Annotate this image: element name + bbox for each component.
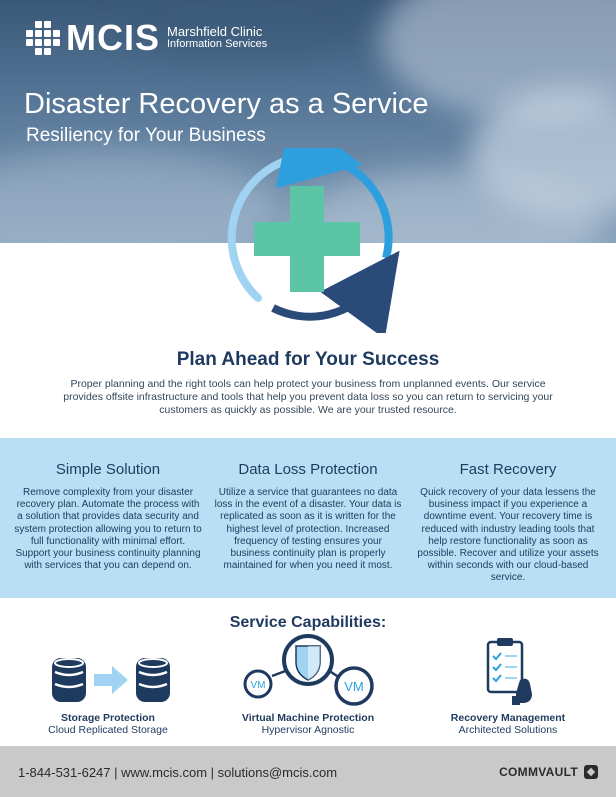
vm-label-small: VM bbox=[250, 680, 266, 691]
arrow-right-icon bbox=[94, 666, 128, 694]
intro-body: Proper planning and the right tools can help protect your business from unplanned events. Our service provides offsite infrastructure and tools that help you prevent data loss so you can return to servicing your customers as quickly as possible. We are your trusted resource. bbox=[63, 378, 553, 416]
feature-data-loss-protection bbox=[213, 461, 403, 572]
arrow-arc-dark bbox=[273, 283, 376, 317]
logo-sub-line2: Information Services bbox=[167, 38, 268, 50]
database-icon bbox=[136, 658, 170, 702]
database-icon bbox=[52, 658, 86, 702]
recovery-cross-icon bbox=[208, 148, 408, 333]
feature-fast-recovery bbox=[413, 461, 603, 585]
capability-title: Virtual Machine Protection bbox=[241, 712, 375, 724]
storage-replication-icon bbox=[50, 654, 174, 706]
logo-sub-line1: Marshfield Clinic bbox=[167, 24, 263, 39]
commvault-mark-icon bbox=[584, 765, 598, 779]
capability-title: Recovery Management bbox=[450, 712, 566, 724]
capability-vm-protection bbox=[213, 712, 403, 736]
clipboard-checklist-icon bbox=[484, 636, 538, 706]
mcis-logo[interactable] bbox=[26, 17, 268, 58]
feature-body: Quick recovery of your data lessens the business impact if you experience a downtime event. Your recovery time is reduced with industry leading tools that help restore functionality as soon as possible. Recover and utilize your assets within seconds with our cloud-based service. bbox=[417, 487, 599, 584]
footer bbox=[0, 746, 616, 797]
capability-subtitle: Cloud Replicated Storage bbox=[48, 724, 168, 736]
feature-title: Simple Solution bbox=[55, 461, 161, 478]
feature-body: Remove complexity from your disaster recovery plan. Automate the process with a solution that provides data security and system protection allowing you to return to full functionality with minimal effort. Support your business continuity planning with services that you can depend on. bbox=[14, 487, 202, 572]
feature-simple-solution bbox=[13, 461, 203, 572]
medical-cross bbox=[254, 186, 360, 292]
vm-shield-icon bbox=[240, 632, 376, 708]
capability-storage-protection bbox=[13, 712, 203, 736]
contact-info[interactable]: 1-844-531-6247 | www.mcis.com | solutions@mcis.com bbox=[18, 765, 338, 780]
capability-recovery-management bbox=[413, 712, 603, 736]
logo-wordmark: MCIS bbox=[66, 17, 160, 58]
feature-body: Utilize a service that guarantees no data loss in the event of a disaster. Your data is replicated as soon as it is written for the highest level of protection. Increased frequency of testing ensures your business continuity plan is properly maintained for when you need it most. bbox=[214, 487, 402, 572]
capabilities-heading: Service Capabilities: bbox=[229, 614, 387, 631]
capability-subtitle: Architected Solutions bbox=[458, 724, 558, 736]
partner-name: COMMVAULT bbox=[499, 765, 578, 779]
feature-title: Data Loss Protection bbox=[238, 461, 378, 478]
logo-grid-icon bbox=[26, 21, 60, 55]
capability-subtitle: Hypervisor Agnostic bbox=[261, 724, 355, 736]
features-band bbox=[0, 438, 616, 598]
feature-title: Fast Recovery bbox=[459, 461, 557, 478]
commvault-logo bbox=[499, 765, 598, 779]
logo-subtitle bbox=[167, 25, 267, 51]
vm-label-large: VM bbox=[344, 679, 364, 694]
page-title: Disaster Recovery as a Service bbox=[24, 88, 429, 120]
page-subtitle: Resiliency for Your Business bbox=[26, 125, 266, 146]
capability-title: Storage Protection bbox=[61, 712, 155, 724]
intro-heading: Plan Ahead for Your Success bbox=[176, 349, 440, 370]
